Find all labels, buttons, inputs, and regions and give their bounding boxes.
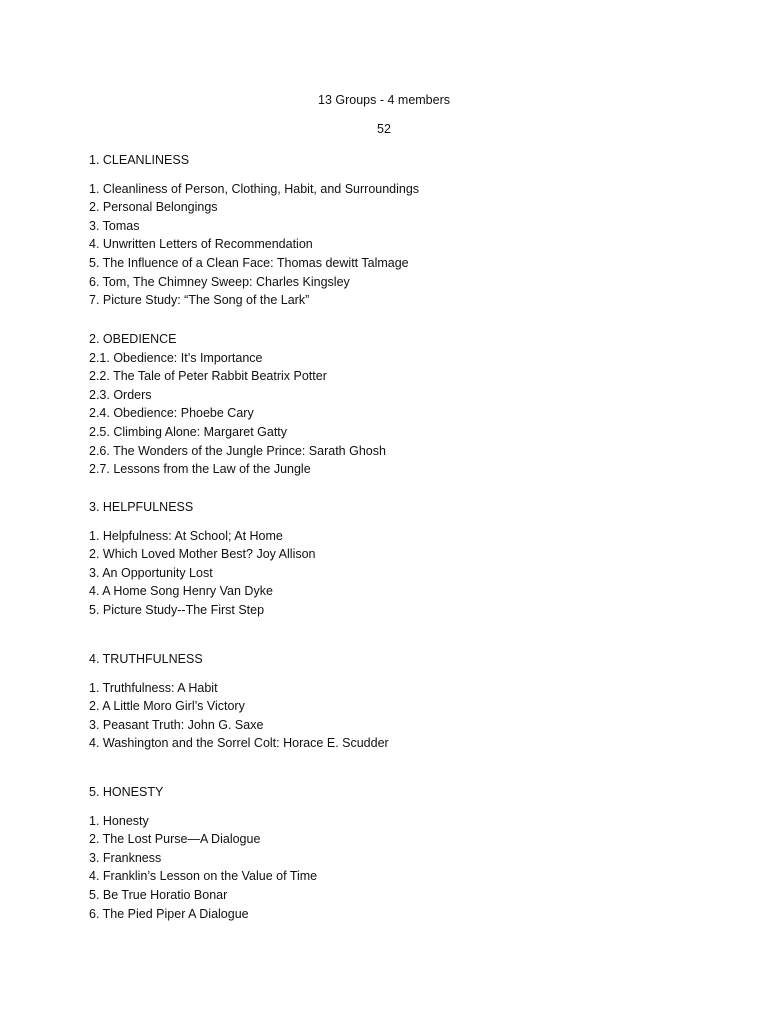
list-item: 3. Frankness	[89, 850, 162, 865]
list-item: 4. Unwritten Letters of Recommendation	[89, 237, 313, 252]
section-item-list	[89, 349, 689, 479]
list-item: 2. The Lost Purse—A Dialogue	[89, 832, 261, 847]
list-item: 4. Franklin’s Lesson on the Value of Time	[89, 869, 318, 884]
header-total: 52	[377, 122, 391, 136]
list-item: 6. Tom, The Chimney Sweep: Charles Kingsley	[89, 274, 350, 289]
list-item: 2.3. Orders	[89, 387, 152, 402]
list-item: 1. Honesty	[89, 813, 149, 828]
list-item: 1. Truthfulness: A Habit	[89, 680, 218, 695]
list-item: 2. Personal Belongings	[89, 200, 218, 215]
list-item: 2.6. The Wonders of the Jungle Prince: Sarath Ghosh	[89, 443, 386, 458]
section-title: 1. CLEANLINESS	[89, 153, 190, 167]
header-groups: 13 Groups - 4 members	[318, 93, 450, 107]
section-cleanliness	[89, 151, 689, 310]
section-title: 4. TRUTHFULNESS	[89, 652, 203, 666]
list-item: 4. Washington and the Sorrel Colt: Horace E. Scudder	[89, 736, 389, 751]
list-item: 2.7. Lessons from the Law of the Jungle	[89, 462, 311, 477]
section-title: 5. HONESTY	[89, 785, 164, 799]
list-item: 3. Peasant Truth: John G. Saxe	[89, 717, 264, 732]
list-item: 2.5. Climbing Alone: Margaret Gatty	[89, 424, 288, 439]
list-item: 1. Helpfulness: At School; At Home	[89, 528, 283, 543]
list-item: 2. A Little Moro Girl’s Victory	[89, 699, 245, 714]
section-item-list	[89, 679, 689, 753]
section-helpfulness	[89, 498, 689, 620]
list-item: 5. Picture Study--The First Step	[89, 602, 265, 617]
list-item: 3. An Opportunity Lost	[89, 565, 213, 580]
list-item: 2. Which Loved Mother Best? Joy Allison	[89, 547, 316, 562]
list-item: 5. The Influence of a Clean Face: Thomas dewitt Talmage	[89, 255, 409, 270]
list-item: 2.1. Obedience: It’s Importance	[89, 350, 263, 365]
section-item-list	[89, 812, 689, 924]
list-item: 6. The Pied Piper A Dialogue	[89, 906, 249, 921]
list-item: 4. A Home Song Henry Van Dyke	[89, 584, 273, 599]
list-item: 2.2. The Tale of Peter Rabbit Beatrix Potter	[89, 369, 327, 384]
list-item: 3. Tomas	[89, 218, 140, 233]
section-title: 2. OBEDIENCE	[89, 332, 177, 346]
section-truthfulness	[89, 650, 689, 753]
section-obedience	[89, 330, 689, 479]
section-item-list	[89, 527, 689, 620]
section-item-list	[89, 180, 689, 310]
section-honesty	[89, 783, 689, 923]
list-item: 1. Cleanliness of Person, Clothing, Habit, and Surroundings	[89, 181, 420, 196]
list-item: 2.4. Obedience: Phoebe Cary	[89, 406, 254, 421]
section-title: 3. HELPFULNESS	[89, 500, 194, 514]
list-item: 5. Be True Horatio Bonar	[89, 887, 228, 902]
list-item: 7. Picture Study: “The Song of the Lark”	[89, 293, 310, 308]
